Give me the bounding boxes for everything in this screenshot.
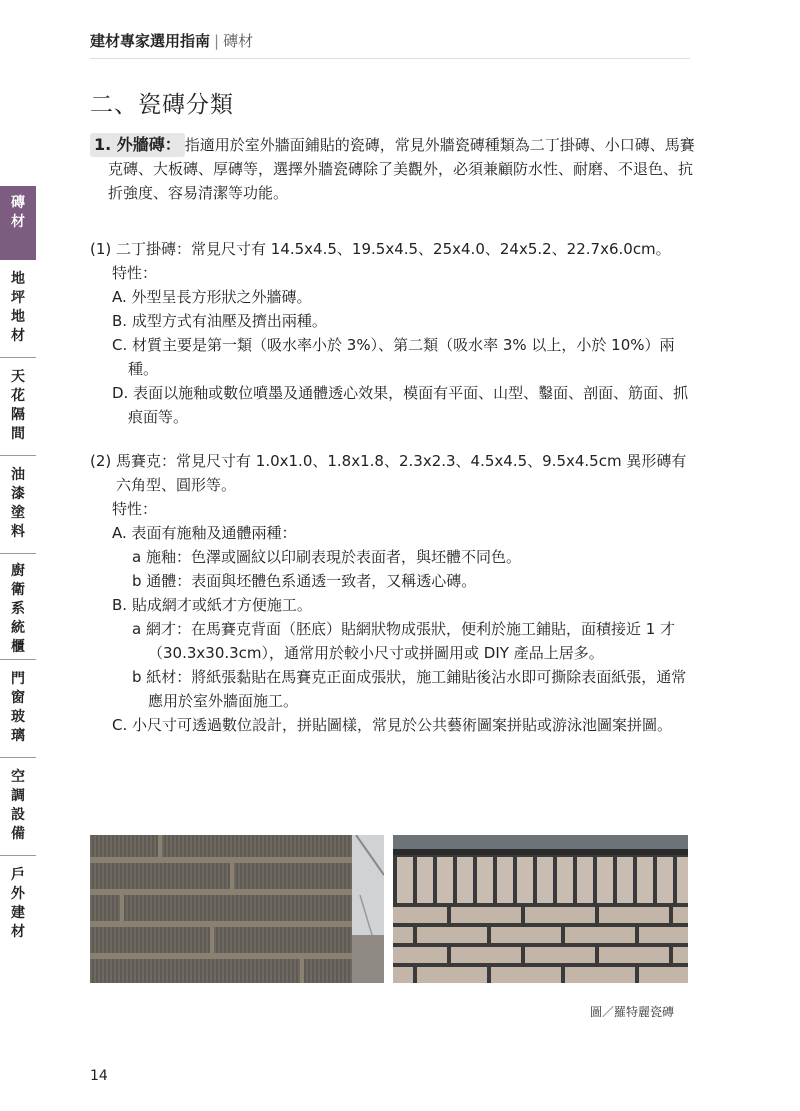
item1-point-b: B. 成型方式有油壓及擠出兩種。: [112, 312, 327, 330]
tab-char: 戶: [11, 867, 25, 883]
tab-char: 間: [11, 426, 25, 442]
tab-char: 外: [11, 886, 25, 902]
tab-char: 空: [11, 769, 25, 785]
tab-char: 地: [11, 309, 25, 325]
item2-point-a-sub-b: b 通體：表面與坯體色系通透一致者，又稱透心磚。: [132, 572, 477, 590]
item1-point-d: D. 表面以施釉或數位噴墨及通體透心效果，模面有平面、山型、鑿面、剖面、筋面、抓痕面等。: [112, 384, 689, 426]
exterior-tile-label: 1. 外牆磚：: [90, 133, 185, 157]
tab-char: 系: [11, 601, 25, 617]
tab-char: 天: [11, 369, 25, 385]
tab-char: 磚: [11, 195, 25, 211]
item1-point-a: A. 外型呈長方形狀之外牆磚。: [112, 288, 312, 306]
tab-char: 材: [11, 328, 25, 344]
sidebar-tab-doors-glass[interactable]: [0, 660, 36, 758]
tab-char: 統: [11, 620, 25, 636]
photo-row: [90, 835, 688, 983]
tab-char: 花: [11, 388, 25, 404]
page-number: 14: [90, 1068, 108, 1084]
tab-char: 璃: [11, 728, 25, 744]
intro-text: 指適用於室外牆面鋪貼的瓷磚，常見外牆瓷磚種類為二丁掛磚、小口磚、馬賽克磚、大板磚、厚磚等，選擇外牆瓷磚除了美觀外，必須兼顧防水性、耐磨、不退色、抗折強度、容易清潔等功能。: [108, 136, 695, 202]
tab-char: 材: [11, 924, 25, 940]
item1-point-c: C. 材質主要是第一類（吸水率小於 3%）、第二類（吸水率 3% 以上，小於 10%）兩種。: [112, 336, 675, 378]
tab-char: 油: [11, 467, 25, 483]
item2-point-c: C. 小尺寸可透過數位設計，拼貼圖樣，常見於公共藝術圖案拼貼或游泳池圖案拼圖。: [112, 716, 673, 734]
tab-char: 地: [11, 271, 25, 287]
section-title: 二、瓷磚分類: [90, 92, 234, 118]
tab-char: 坪: [11, 290, 25, 306]
tab-char: 設: [11, 807, 25, 823]
tab-char: 調: [11, 788, 25, 804]
sidebar-tab-hvac[interactable]: [0, 758, 36, 856]
tab-char: 建: [11, 905, 25, 921]
item2-point-b-sub-a: a 網才：在馬賽克背面（胚底）貼網狀物成張狀，便利於施工鋪貼，面積接近 1 才（30.3x30.3cm），通常用於較小尺寸或拼圖用或 DIY 產品上居多。: [132, 620, 676, 662]
tab-char: 料: [11, 524, 25, 540]
item2-feature-label: 特性：: [112, 500, 158, 518]
tab-char: 衛: [11, 582, 25, 598]
item1-feature-label: 特性：: [112, 264, 158, 282]
item2-point-b-sub-b: b 紙材：將紙張黏貼在馬賽克正面成張狀，施工鋪貼後沾水即可撕除表面紙張，通常應用於室外牆面施工。: [132, 668, 687, 710]
item2-point-a-sub-a: a 施釉：色澤或圖紋以印刷表現於表面者，與坯體不同色。: [132, 548, 521, 566]
item2-heading: (2) 馬賽克：常見尺寸有 1.0x1.0、1.8x1.8、2.3x2.3、4.5x4.5、9.5x4.5cm 異形磚有六角型、圓形等。: [90, 452, 687, 494]
header-rule: [90, 58, 690, 59]
sidebar-tab-tiles[interactable]: [0, 186, 36, 260]
tab-char: 漆: [11, 486, 25, 502]
main-content: [90, 133, 700, 737]
tab-char: 窗: [11, 690, 25, 706]
photo-caption: 圖／羅特麗瓷磚: [590, 1005, 675, 1019]
sidebar-tab-flooring[interactable]: [0, 260, 36, 358]
running-header: [90, 30, 253, 51]
tab-char: 備: [11, 826, 25, 842]
sidebar-tab-ceiling[interactable]: [0, 358, 36, 456]
tab-char: 玻: [11, 709, 25, 725]
tab-char: 隔: [11, 407, 25, 423]
tab-char: 櫃: [11, 639, 25, 655]
item2-point-b: B. 貼成網才或紙才方便施工。: [112, 596, 312, 614]
photo-brick-wall-closeup: [90, 835, 384, 983]
tab-char: 塗: [11, 505, 25, 521]
sidebar-tab-outdoor[interactable]: [0, 856, 36, 954]
tab-char: 門: [11, 671, 25, 687]
item2-point-a: A. 表面有施釉及通體兩種：: [112, 524, 297, 542]
intro-paragraph: [90, 133, 700, 205]
item1-heading: (1) 二丁掛磚：常見尺寸有 14.5x4.5、19.5x4.5、25x4.0、24x5.2、22.7x6.0cm。: [90, 240, 671, 258]
header-separator: |: [214, 32, 220, 50]
sidebar-tab-paint[interactable]: [0, 456, 36, 554]
book-title: 建材專家選用指南: [90, 32, 211, 50]
chapter-name: 磚材: [223, 32, 254, 50]
tab-char: 材: [11, 214, 25, 230]
photo-brick-facade: [393, 835, 688, 983]
tab-char: 廚: [11, 563, 25, 579]
sidebar-tab-kitchen-bath[interactable]: [0, 554, 36, 660]
chapter-sidebar: [0, 186, 36, 954]
